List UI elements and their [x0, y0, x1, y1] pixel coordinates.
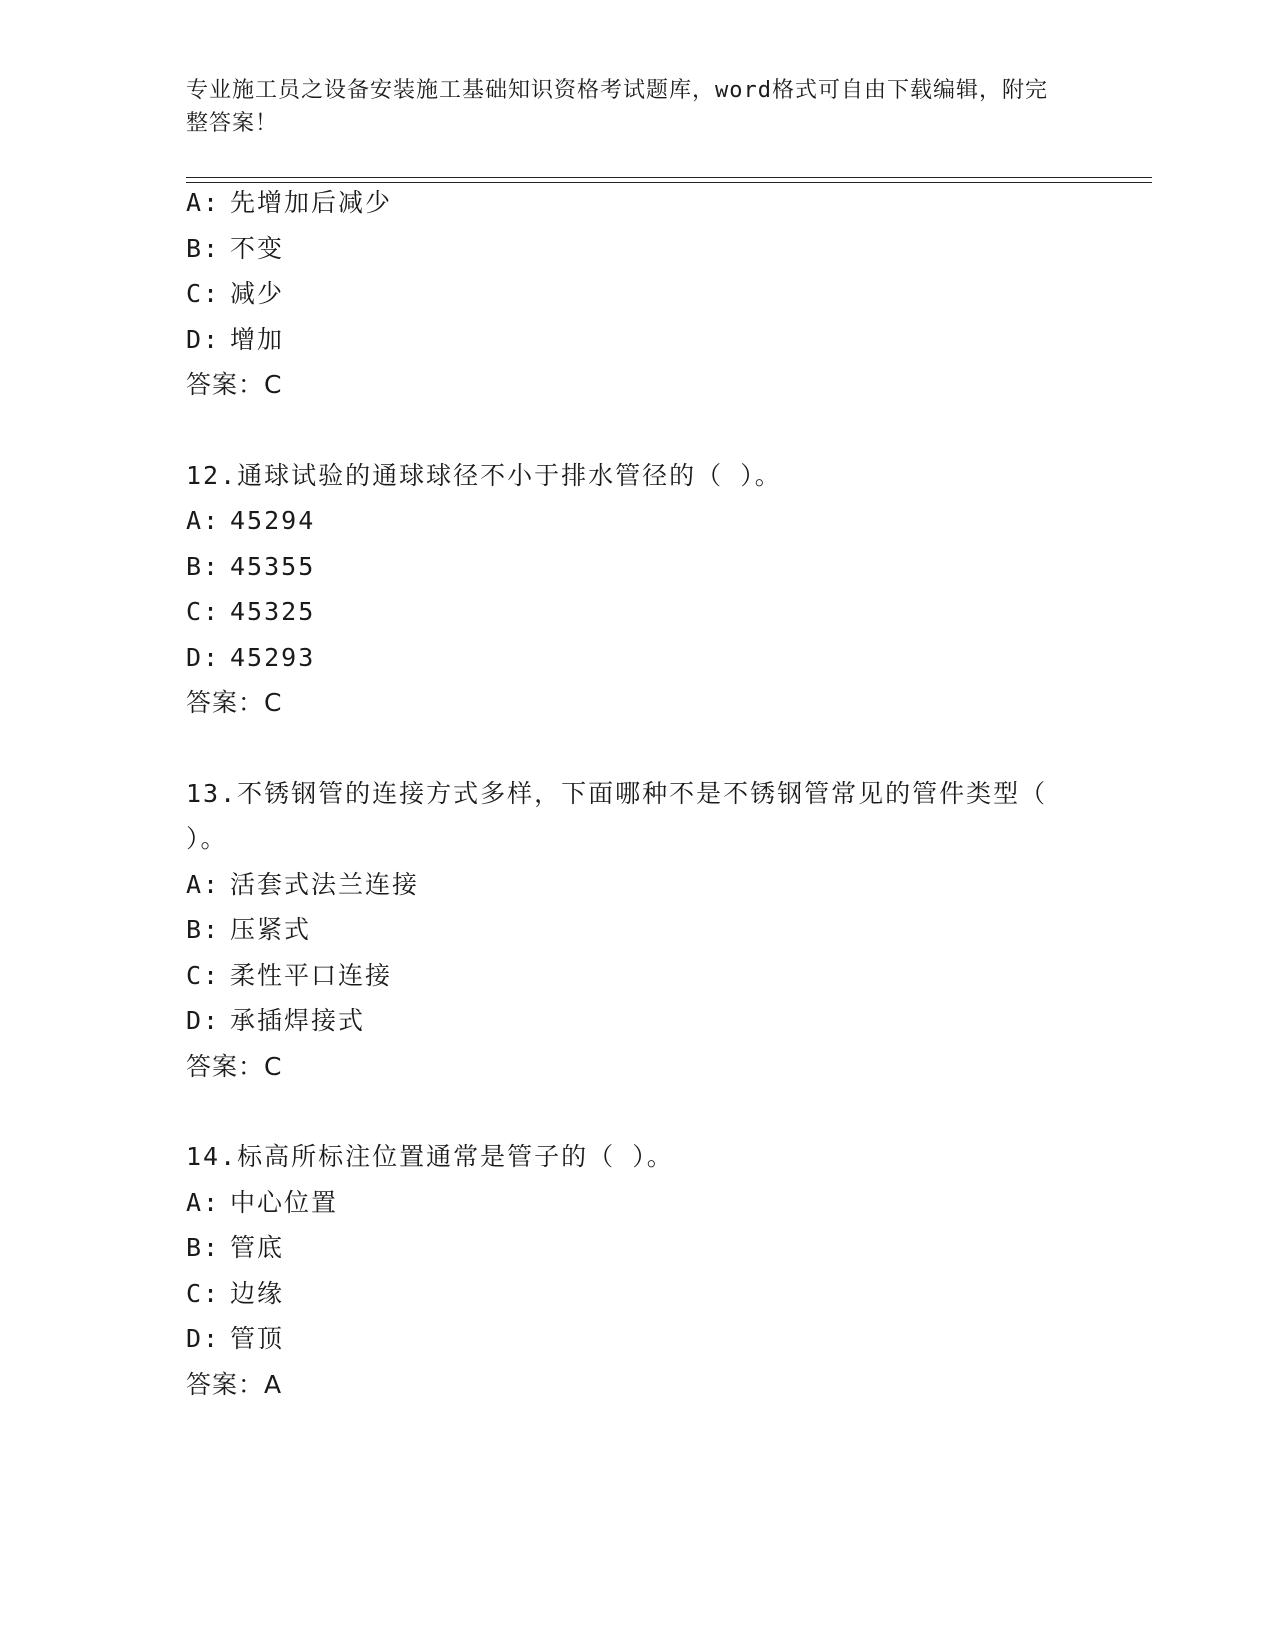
- option-d: D: 承插焊接式: [186, 1006, 366, 1035]
- option-a: A: 先增加后减少: [186, 188, 393, 217]
- question-12: [186, 453, 1086, 726]
- option-d: D: 45293: [186, 642, 316, 672]
- option-c: C: 边缘: [186, 1278, 285, 1308]
- option-d: D: 增加: [186, 324, 285, 354]
- option-b: B: 压紧式: [186, 915, 312, 944]
- option-d: D: 管顶: [186, 1324, 285, 1353]
- answer-line: 答案：C: [186, 1051, 283, 1081]
- question-13: [186, 771, 1086, 1090]
- option-a: A: 活套式法兰连接: [186, 869, 420, 899]
- option-b: B: 不变: [186, 233, 285, 263]
- question-stem: 12.通球试验的通球球径不小于排水管径的（ ）。: [186, 460, 782, 490]
- option-c: C: 柔性平口连接: [186, 960, 393, 990]
- option-b: B: 45355: [186, 551, 316, 581]
- answer-line: 答案：C: [186, 688, 283, 717]
- question-list: [186, 180, 1086, 1407]
- option-c: C: 45325: [186, 597, 316, 626]
- document-header: [186, 74, 1066, 140]
- document-title: 专业施工员之设备安装施工基础知识资格考试题库，word格式可自由下载编辑，附完整答案！: [186, 78, 1048, 136]
- question-11-continued: [186, 180, 1086, 408]
- option-a: A: 中心位置: [186, 1187, 339, 1217]
- answer-line: 答案：C: [186, 370, 283, 399]
- option-a: A: 45294: [186, 506, 316, 535]
- option-b: B: 管底: [186, 1233, 285, 1262]
- question-stem: 14.标高所标注位置通常是管子的（ ）。: [186, 1142, 674, 1171]
- header-divider-top: [186, 177, 1152, 178]
- option-c: C: 减少: [186, 279, 285, 308]
- answer-line: 答案：A: [186, 1369, 283, 1399]
- question-stem: 13.不锈钢管的连接方式多样，下面哪种不是不锈钢管常见的管件类型（ ）。: [186, 778, 1048, 853]
- question-14: [186, 1134, 1086, 1407]
